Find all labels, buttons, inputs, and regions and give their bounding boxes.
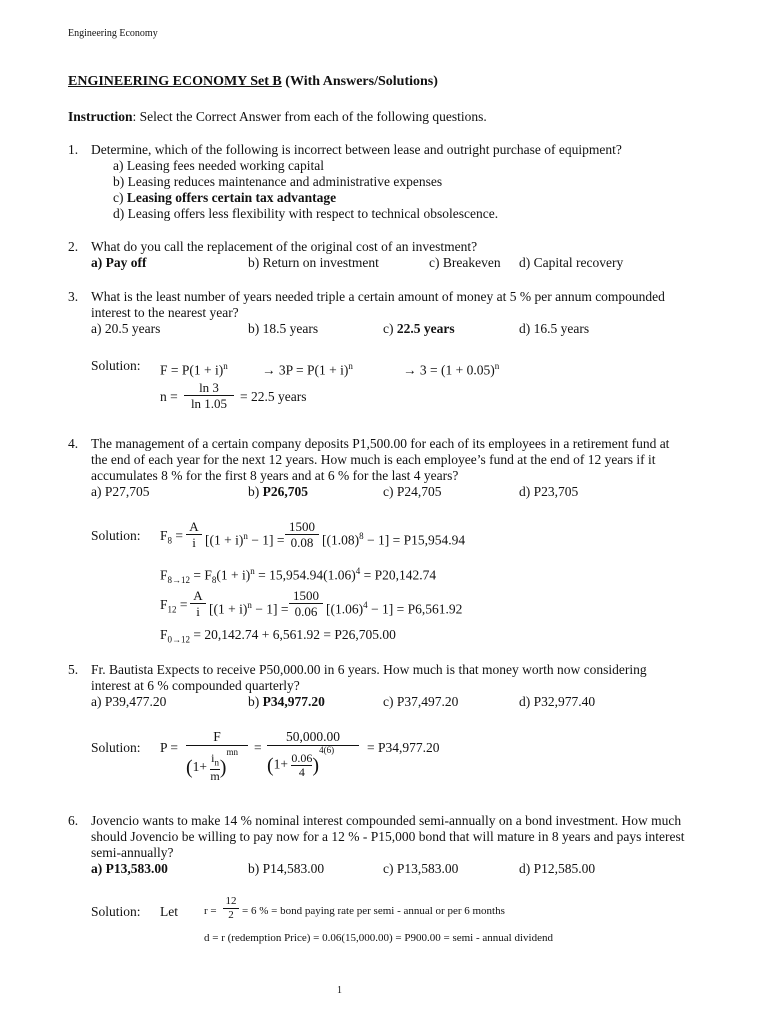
q6-choice-d: d) P12,585.00 (519, 861, 596, 876)
q3-choice-b: b) 18.5 years (248, 321, 319, 336)
q4-f8-mid-text: [(1 + i) (205, 532, 244, 548)
q5-frac2-inner (291, 752, 312, 779)
q5-result: = P34,977.20 (367, 740, 440, 755)
q1-choice-d: d) Leasing offers less flexibility with respect to technical obsolescence. (113, 206, 499, 221)
page-number: 1 (337, 985, 342, 996)
q6-r-den: 2 (228, 909, 234, 921)
q5-frac1-isub: n (214, 757, 220, 768)
q5-frac2-den (267, 745, 359, 786)
q4-f12-symbol: F (160, 597, 168, 612)
q5-frac2-lparen: ( (267, 754, 274, 777)
q3-c-prefix: c) (383, 321, 397, 336)
q4-f12-rhs-text: [(1.06) (326, 601, 364, 617)
q6-choice-a (91, 861, 168, 877)
q4-text-line3: accumulates 8 % for the first 8 years and at 6 % for the last 4 years? (91, 468, 459, 483)
q4-f12-i: i (196, 604, 200, 619)
q5-frac1-one-plus: 1+ (192, 758, 208, 774)
q5-frac1-m: m (210, 769, 220, 784)
q1-choice-a: a) Leasing fees needed working capital (113, 158, 325, 173)
q5-number: 5. (68, 662, 79, 677)
q4-f8-i: i (192, 535, 196, 550)
q4-f8-symbol: F (160, 528, 168, 543)
q4-solution-label: Solution: (91, 528, 141, 543)
q4-b-prefix: b) (248, 484, 263, 499)
q6-r-num: 12 (223, 895, 239, 909)
instruction-label: Instruction (68, 109, 133, 124)
q6-choice-c: c) P13,583.00 (383, 861, 459, 876)
q4-f812-exp: n (250, 566, 255, 576)
q4-text-line2: the end of each year for the next 12 years. How much is each employee’s fund at the end of 12 years if it (91, 452, 656, 467)
q4-f8-sub: 8 (167, 535, 173, 546)
q5-frac2-inner-num: 0.06 (291, 751, 313, 765)
running-header: Engineering Economy (68, 28, 158, 39)
q6-text-line2: should Jovencio be willing to pay now for a 12 % - P15,000 bond that will mature in 8 years and pays interest (91, 829, 685, 844)
q1-choice-c (113, 190, 336, 206)
q5-frac2-one-plus: 1+ (273, 756, 289, 772)
q4-choice-a: a) P27,705 (91, 484, 150, 499)
q3-n-fraction (184, 380, 234, 411)
q4-f012-sub: 0→12 (167, 634, 191, 645)
q6-solution-label: Solution: (91, 904, 141, 919)
q3-eq2 (262, 358, 353, 379)
q5-choice-b (248, 694, 325, 710)
q4-number: 4. (68, 436, 79, 451)
q2-choice-d: d) Capital recovery (519, 255, 624, 270)
q6-text-line1: Jovencio wants to make 14 % nominal interest compounded semi-annually on a bond investment. How much (91, 813, 682, 828)
q4-f12-sub: 12 (167, 604, 177, 615)
q6-text-line3: semi-annually? (91, 845, 174, 860)
q5-frac1-inner-num (210, 752, 219, 770)
q2-choice-b: b) Return on investment (248, 255, 379, 270)
q4-f812-eq: = F (190, 567, 212, 583)
q5-answer: P34,977.20 (262, 694, 325, 709)
q6-number: 6. (68, 813, 79, 828)
q5-frac2-inner-den: 4 (298, 765, 305, 779)
q3-text-line2: interest to the nearest year? (91, 305, 239, 320)
q4-f8-rhs-exp: 8 (359, 531, 364, 541)
q4-f012-result: = 20,142.74 + 6,561.92 = P26,705.00 (190, 627, 396, 642)
q5-text-line2: interest at 6 % compounded quarterly? (91, 678, 300, 693)
q4-f8-rhs (322, 528, 465, 549)
q3-choice-c (383, 321, 455, 337)
q5-choice-d: d) P32,977.40 (519, 694, 596, 709)
q1-c-prefix: c) (113, 190, 127, 205)
q4-f12-mid (209, 597, 288, 618)
q5-text-line1: Fr. Bautista Expects to receive P50,000.00 in 6 years. How much is that money worth now considering (91, 662, 647, 677)
q4-f8-frac-ai (186, 519, 202, 550)
q6-dividend-line: d = r (redemption Price) = 0.06(15,000.00) = P900.00 = semi - annual dividend (204, 932, 553, 944)
q5-frac1-lparen: ( (186, 756, 193, 779)
q3-n-numerator: ln 3 (184, 380, 234, 396)
q3-eq3-text: → 3 = (1 + 0.05) (403, 362, 495, 378)
q4-text-line1: The management of a certain company deposits P1,500.00 for each of its employees in a retirement fund at (91, 436, 670, 451)
q3-eq3-exp: n (494, 361, 500, 371)
q3-eq1-exp: n (223, 361, 228, 371)
q6-r-rhs: = 6 % = bond paying rate per semi - annual or per 6 months (242, 905, 505, 917)
q4-f12-mid-text: [(1 + i) (209, 601, 248, 617)
q3-eq1-text: F = P(1 + i) (160, 362, 224, 378)
q4-f012 (160, 627, 396, 648)
q4-f812-sub: 8→12 (167, 575, 191, 586)
q4-choice-d: d) P23,705 (519, 484, 579, 499)
q3-solution-label: Solution: (91, 358, 141, 373)
q4-f12-frac-ai (190, 588, 206, 619)
q4-f12-den: 0.06 (294, 604, 318, 619)
q4-f012-symbol: F (160, 627, 168, 642)
q3-n-denominator: ln 1.05 (190, 396, 228, 411)
q4-f8-rhs-text2: − 1] = P15,954.94 (363, 532, 466, 548)
q6-a-prefix: a) (91, 861, 106, 876)
q2-choice-c: c) Breakeven (429, 255, 501, 270)
q5-frac1-i: i (211, 751, 215, 765)
q1-number: 1. (68, 142, 79, 157)
q3-choice-d: d) 16.5 years (519, 321, 590, 336)
q5-p-lhs: P = (160, 740, 178, 755)
q2-answer: a) Pay off (91, 255, 147, 270)
q5-frac2-num: 50,000.00 (267, 729, 359, 746)
q4-f8-mid (205, 528, 284, 549)
q6-choice-b: b) P14,583.00 (248, 861, 325, 876)
q1-text: Determine, which of the following is incorrect between lease and outright purchase of equipment? (91, 142, 622, 157)
q4-f812-sub2: 8 (211, 575, 217, 586)
q5-solution-label: Solution: (91, 740, 141, 755)
title-main: ENGINEERING ECONOMY Set B (68, 74, 282, 89)
q5-frac1-inner (210, 752, 219, 783)
q5-choice-c: c) P37,497.20 (383, 694, 459, 709)
q6-let: Let (160, 904, 178, 919)
q3-choice-a: a) 20.5 years (91, 321, 161, 336)
q5-frac1-rparen: ) (219, 756, 227, 779)
q3-eq3 (403, 358, 499, 379)
q3-eq1 (160, 358, 228, 379)
q3-text-line1: What is the least number of years needed triple a certain amount of money at 5 % per annum compounded (91, 289, 665, 304)
instruction-text: : Select the Correct Answer from each of the following questions. (132, 109, 487, 124)
q4-f8-num: 1500 (285, 519, 319, 535)
q4-f812-eq3: = 15,954.94(1.06) (254, 567, 356, 583)
document-title (68, 74, 438, 90)
q4-f12-exp: n (247, 600, 252, 610)
q6-r-fraction (223, 895, 239, 922)
q1-answer: Leasing offers certain tax advantage (126, 190, 337, 205)
q4-f812 (160, 563, 436, 588)
q4-f12-A: A (190, 588, 206, 604)
q5-frac1-den (186, 747, 248, 786)
q4-f812-symbol: F (160, 567, 168, 583)
q4-f8-rhs-text: [(1.08) (322, 532, 360, 548)
q3-n-lhs: n = (160, 389, 178, 404)
q4-f8-den: 0.08 (290, 535, 314, 550)
q2-number: 2. (68, 239, 79, 254)
q3-n-rhs: = 22.5 years (240, 389, 307, 404)
q4-f12-mid-text2: − 1] = (251, 601, 289, 617)
q4-f12-rhs (326, 597, 462, 618)
q4-f12-rhs-exp: 4 (363, 600, 368, 610)
q4-f8-lhs: $F_8$ = (160, 528, 184, 546)
q4-f12-frac-1500 (289, 588, 323, 619)
q3-eq2-text: → 3P = P(1 + i) (262, 362, 349, 378)
q4-choice-b (248, 484, 308, 500)
q4-answer: P26,705 (262, 484, 308, 499)
q5-choice-a: a) P39,477.20 (91, 694, 167, 709)
q5-frac1-exp: mn (226, 747, 238, 758)
q4-f8-exp: n (243, 531, 248, 541)
q4-f12-rhs-text2: − 1] = P6,561.92 (367, 601, 463, 617)
q4-f8-A: A (186, 519, 202, 535)
q5-b-prefix: b) (248, 694, 263, 709)
q4-choice-c: c) P24,705 (383, 484, 442, 499)
q4-f12-lhs: $F_{12}$ = (160, 597, 188, 615)
q4-f8-frac-1500 (285, 519, 319, 550)
q6-answer: P13,583.00 (105, 861, 168, 876)
q5-equals: = (254, 740, 262, 755)
q4-f12-num: 1500 (289, 588, 323, 604)
q4-f8-mid-text2: − 1] = (247, 532, 285, 548)
q5-frac2-rparen: ) (312, 754, 320, 777)
instruction (68, 109, 487, 125)
q6-r-lhs: r = (204, 905, 217, 917)
q4-f812-result: = P20,142.74 (360, 567, 437, 583)
q4-f812-exp4: 4 (355, 566, 361, 576)
q5-frac2-exp: 4(6) (319, 745, 335, 756)
q5-frac1-num: F (186, 729, 248, 746)
q4-f812-eq2: (1 + i) (216, 567, 251, 583)
q2-text: What do you call the replacement of the original cost of an investment? (91, 239, 478, 254)
q1-choice-b: b) Leasing reduces maintenance and administrative expenses (113, 174, 443, 189)
q3-eq2-exp: n (348, 361, 353, 371)
q3-answer: 22.5 years (396, 321, 455, 336)
title-rest: (With Answers/Solutions) (281, 74, 438, 89)
q3-number: 3. (68, 289, 79, 304)
